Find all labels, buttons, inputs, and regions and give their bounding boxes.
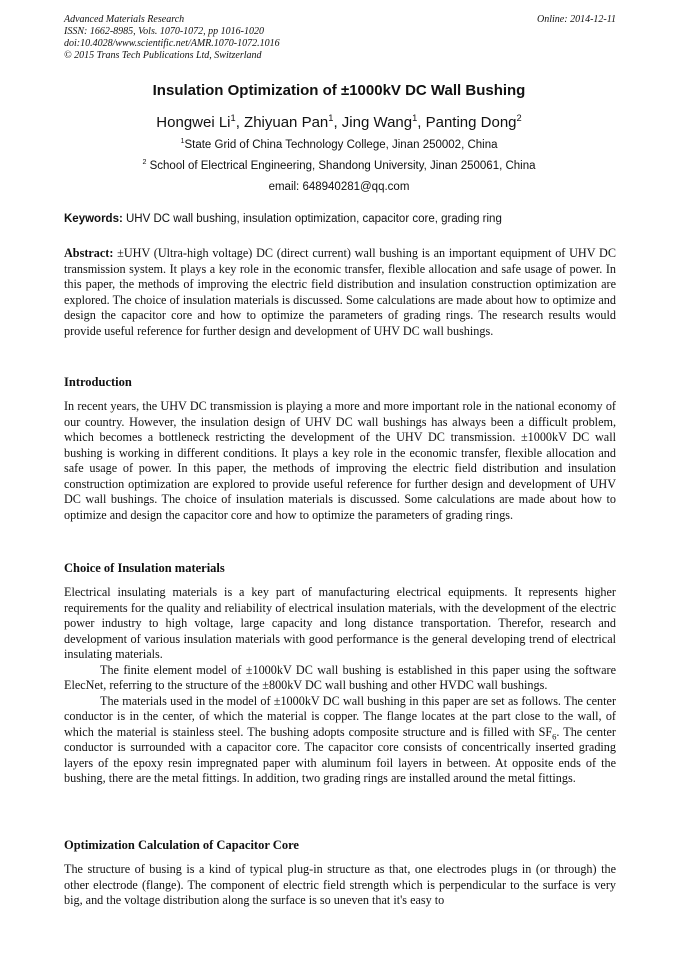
author-list [0, 114, 678, 131]
abstract [64, 246, 616, 339]
author-separator: , [333, 114, 342, 131]
introduction-paragraph [64, 399, 616, 523]
abstract-text: ±UHV (Ultra-high voltage) DC (direct current) wall bushing is an important equipment of UHV DC transmission system. It plays a key role in the economic transfer, flexible allocation and safe usage of power. In this paper, the methods of improving the electric field distribution and insulation construction optimization are explored. The choice of insulation materials is discussed. Some calculations are made about how to optimize and design the capacitor core and how to optimize the parameters of grading rings. The research results would provide useful reference for further design and development of UHV DC wall bushings. [64, 246, 616, 338]
choice-paragraph-3-part-b: . The center conductor is surrounded with a capacitor core. The capacitor core consists of concentrically inserted grading layers of the epoxy resin impregnated paper with aluminum foil layers in between. At opposite ends of the bushing, there are the metal fittings. In addition, two grading rings are installed around the metal fittings. [64, 724, 616, 785]
author-name: Jing Wang [341, 114, 413, 131]
author-separator: , [417, 114, 426, 131]
doi-line[interactable]: doi:10.4028/www.scientific.net/AMR.1070-1072.1016 [64, 38, 280, 49]
sf6-subscript: 6 [552, 730, 557, 741]
issn-line: ISSN: 1662-8985, Vols. 1070-1072, pp 1016-1020 [64, 26, 264, 37]
online-date: Online: 2014-12-11 [537, 14, 616, 25]
author-affiliation-mark: 1 [328, 113, 334, 123]
introduction-text: In recent years, the UHV DC transmission is playing a more and more important role in the national economy of our country. However, the insulation design of UHV DC wall bushings has always been a difficult problem, which becomes a bottleneck restricting the development of the UHV DC transmission. ±1000kV DC wall bushing is working in different conditions. It plays a key role in the economic transfer, flexible allocation and safe usage of power. In this paper, the methods of improving the electric field distribution and insulation construction optimization are explored to provide useful reference for further design and development of UHV DC wall bushings. The choice of insulation materials is discussed. Some calculations are made about how to optimize and design the capacitor core and how to optimize the parameters of grading rings. [64, 399, 616, 522]
journal-header [64, 14, 616, 62]
affiliation-text: State Grid of China Technology College, Jinan 250002, China [184, 139, 498, 151]
author-name: Panting Dong [425, 114, 517, 131]
author-name: Zhiyuan Pan [244, 114, 329, 131]
section-heading-choice: Choice of Insulation materials [64, 561, 225, 575]
affiliation-mark: 1 [180, 137, 185, 146]
author-name: Hongwei Li [156, 114, 231, 131]
author-affiliation-mark: 1 [230, 113, 236, 123]
keywords [64, 213, 616, 225]
affiliation-text: School of Electrical Engineering, Shandong University, Jinan 250061, China [146, 160, 536, 172]
keywords-label: Keywords: [64, 213, 123, 225]
author-affiliation-mark: 1 [412, 113, 418, 123]
affiliation-2 [0, 160, 678, 172]
section-heading-introduction: Introduction [64, 375, 132, 389]
choice-paragraph-3-part-a: The materials used in the model of ±1000kV DC wall bushing in this paper are set as follows. The center conductor is in the center, of which the material is copper. The flange locates at the part close to the wall, of which the material is stainless steel. The bushing adopts composite structure and is filled with SF [64, 693, 616, 739]
author-affiliation-mark: 2 [516, 113, 522, 123]
author-separator: , [235, 114, 245, 131]
section-heading-optimization: Optimization Calculation of Capacitor Core [64, 838, 299, 852]
paper-title: Insulation Optimization of ±1000kV DC Wall Bushing [152, 82, 526, 99]
keywords-text: UHV DC wall bushing, insulation optimization, capacitor core, grading ring [122, 213, 502, 225]
choice-paragraphs [64, 585, 616, 787]
affiliation-1 [0, 139, 678, 151]
email-line[interactable]: email: 648940281@qq.com [268, 181, 410, 193]
optimization-paragraph [64, 862, 616, 909]
abstract-label: Abstract: [64, 246, 114, 260]
affiliation-mark: 2 [142, 158, 147, 167]
choice-paragraph-3 [64, 694, 616, 787]
choice-paragraph-1: Electrical insulating materials is a key part of manufacturing electrical equipments. It represents higher requirements for the quality and reliability of electrical insulation materials, with the development of the electric power industry to high voltage, large capacity and long distance transportation. Therefor, research and development of various insulation materials with good performance is the general developing trend of electrical insulating materials. [64, 585, 616, 661]
journal-name: Advanced Materials Research [64, 14, 185, 25]
optimization-text: The structure of busing is a kind of typical plug-in structure as that, one electrodes plugs in (or through) the other electrode (flange). The component of electric field strength which is perpendicular to the surface is very big, and the voltage distribution along the surface is so uneven that it's easy to [64, 862, 616, 907]
choice-paragraph-2: The finite element model of ±1000kV DC wall bushing is established in this paper using the software ElecNet, referring to the structure of the ±800kV DC wall bushing and other HVDC wall bushings. [64, 662, 616, 692]
copyright-line: © 2015 Trans Tech Publications Ltd, Switzerland [64, 50, 262, 61]
